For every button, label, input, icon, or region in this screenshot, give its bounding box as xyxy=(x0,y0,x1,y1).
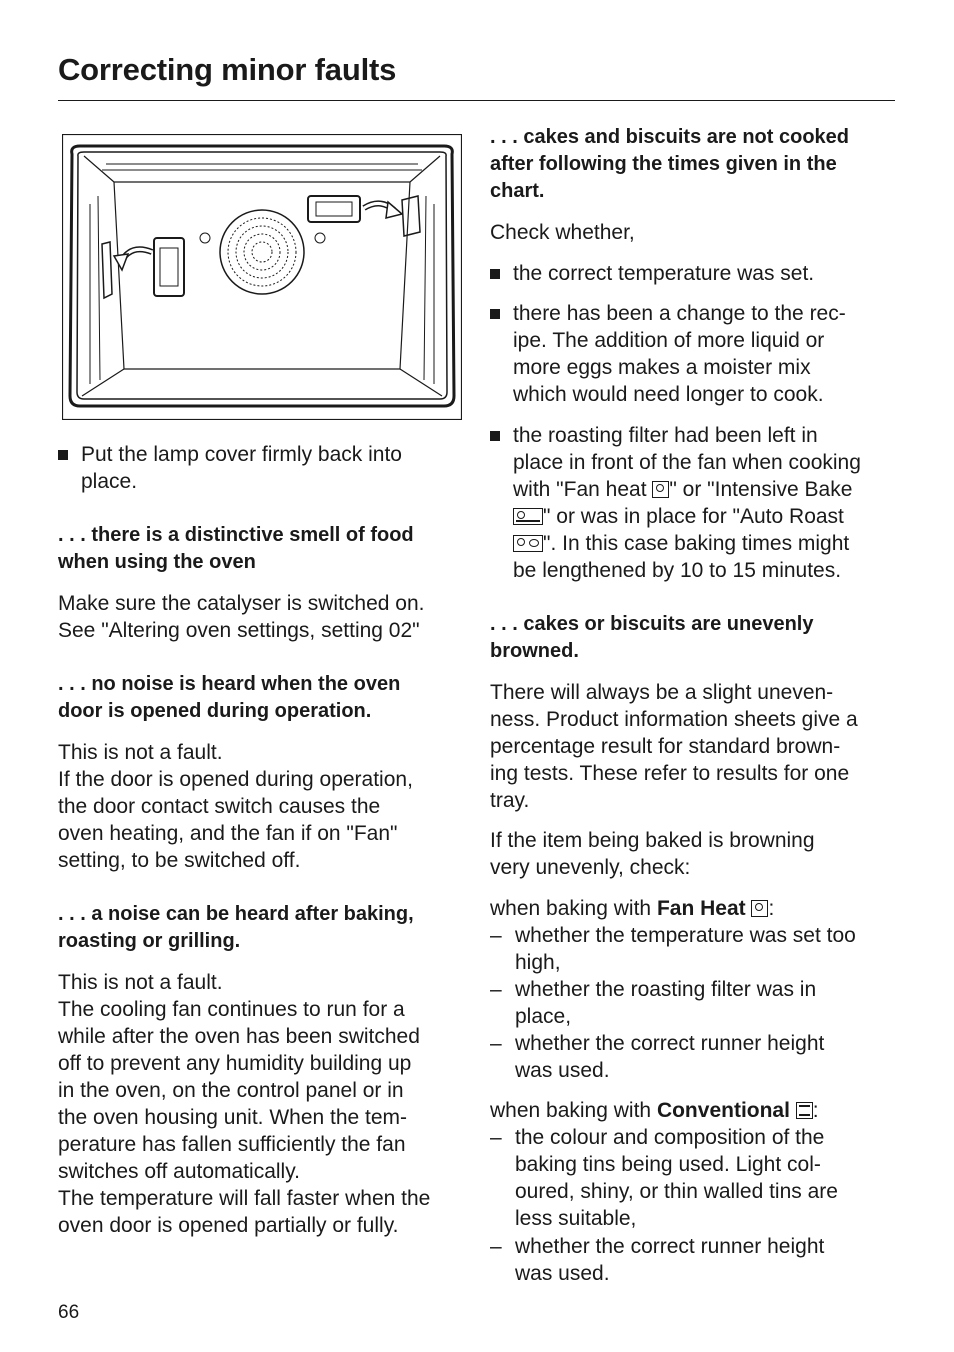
bullet-square-icon xyxy=(490,309,500,319)
oven-interior-illustration xyxy=(62,134,462,420)
line: ". In this case baking times might xyxy=(543,532,850,555)
line: be lengthened by 10 to 15 minutes. xyxy=(513,559,842,582)
text-noise-after: This is not a fault. The cooling fan continues to run for a while after the oven has been switched off to prevent any humidity building up in the oven, on the control panel or in the oven housing unit. When the tem- perature has fallen sufficiently the fan switches off automatically. The temperature will fall faster when the oven door is opened partially or fully. xyxy=(58,971,431,1237)
line: " or was in place for "Auto Roast xyxy=(543,505,844,528)
dash-mark: – xyxy=(490,924,502,947)
bullet-text: Put the lamp cover firmly back into place. xyxy=(81,443,402,493)
dash-mark: – xyxy=(490,1032,502,1055)
dash-mark: – xyxy=(490,1235,502,1258)
bullet-square-icon xyxy=(58,450,68,460)
text-smell: Make sure the catalyser is switched on. See "Altering oven settings, setting 02" xyxy=(58,592,425,642)
line: " or "Intensive Bake xyxy=(669,478,853,501)
conventional-line xyxy=(490,1097,895,1124)
line: place in front of the fan when cooking xyxy=(513,451,861,474)
text-check-whether: Check whether, xyxy=(490,221,635,244)
dash-text: whether the correct runner height was used. xyxy=(515,1235,825,1285)
text: : xyxy=(768,897,775,920)
text: when baking with xyxy=(490,897,657,920)
bullet-text: the correct temperature was set. xyxy=(513,262,815,285)
conventional-label: Conventional xyxy=(656,1099,790,1122)
dash-text: whether the roasting filter was in place, xyxy=(515,978,817,1028)
bullet-square-icon xyxy=(490,431,500,441)
page-title: Correcting minor faults xyxy=(58,52,397,87)
heading-cakes-not-cooked: . . . cakes and biscuits are not cooked after following the times given in the chart. xyxy=(490,126,850,202)
heading-smell: . . . there is a distinctive smell of food when using the oven xyxy=(58,524,414,573)
dash-text: whether the temperature was set too high, xyxy=(515,924,856,974)
intensive-bake-icon xyxy=(513,508,543,525)
bullet-text: there has been a change to the rec- ipe. The addition of more liquid or more eggs makes a moister mix which would need longer to cook. xyxy=(513,302,846,406)
fan-heat-label: Fan Heat xyxy=(656,897,746,920)
text: when baking with xyxy=(490,1099,657,1122)
page-number: 66 xyxy=(58,1302,80,1323)
title-rule xyxy=(58,100,895,101)
auto-roast-icon xyxy=(513,535,543,552)
bullet-square-icon xyxy=(490,269,500,279)
heading-noise-door: . . . no noise is heard when the oven door is opened during operation. xyxy=(58,673,401,722)
heading-noise-after: . . . a noise can be heard after baking, roasting or grilling. xyxy=(58,903,414,952)
text-unevenness: There will always be a slight uneven- ness. Product information sheets give a percentage result for standard brown- ing tests. These refer to results for one tray. xyxy=(490,681,858,812)
fan-heat-icon xyxy=(652,481,669,498)
dash-text: whether the correct runner height was used. xyxy=(515,1032,825,1082)
bullet-text xyxy=(513,422,861,584)
text-noise-door: This is not a fault. If the door is opened during operation, the door contact switch causes the oven heating, and the fan if on "Fan" setting, to be switched off. xyxy=(58,741,413,872)
text: : xyxy=(812,1099,819,1122)
line: with "Fan heat xyxy=(513,478,653,501)
dash-mark: – xyxy=(490,1126,502,1149)
line: the roasting filter had been left in xyxy=(513,424,818,447)
dash-text: the colour and composition of the baking tins being used. Light col- oured, shiny, or thin walled tins are less suitable, xyxy=(515,1126,838,1230)
conventional-icon xyxy=(796,1102,813,1119)
fan-heat-line xyxy=(490,895,895,922)
heading-unevenly-browned: . . . cakes or biscuits are unevenly browned. xyxy=(490,613,814,662)
fan-heat-icon xyxy=(751,900,768,917)
dash-mark: – xyxy=(490,978,502,1001)
text-if-browning: If the item being baked is browning very unevenly, check: xyxy=(490,829,815,879)
